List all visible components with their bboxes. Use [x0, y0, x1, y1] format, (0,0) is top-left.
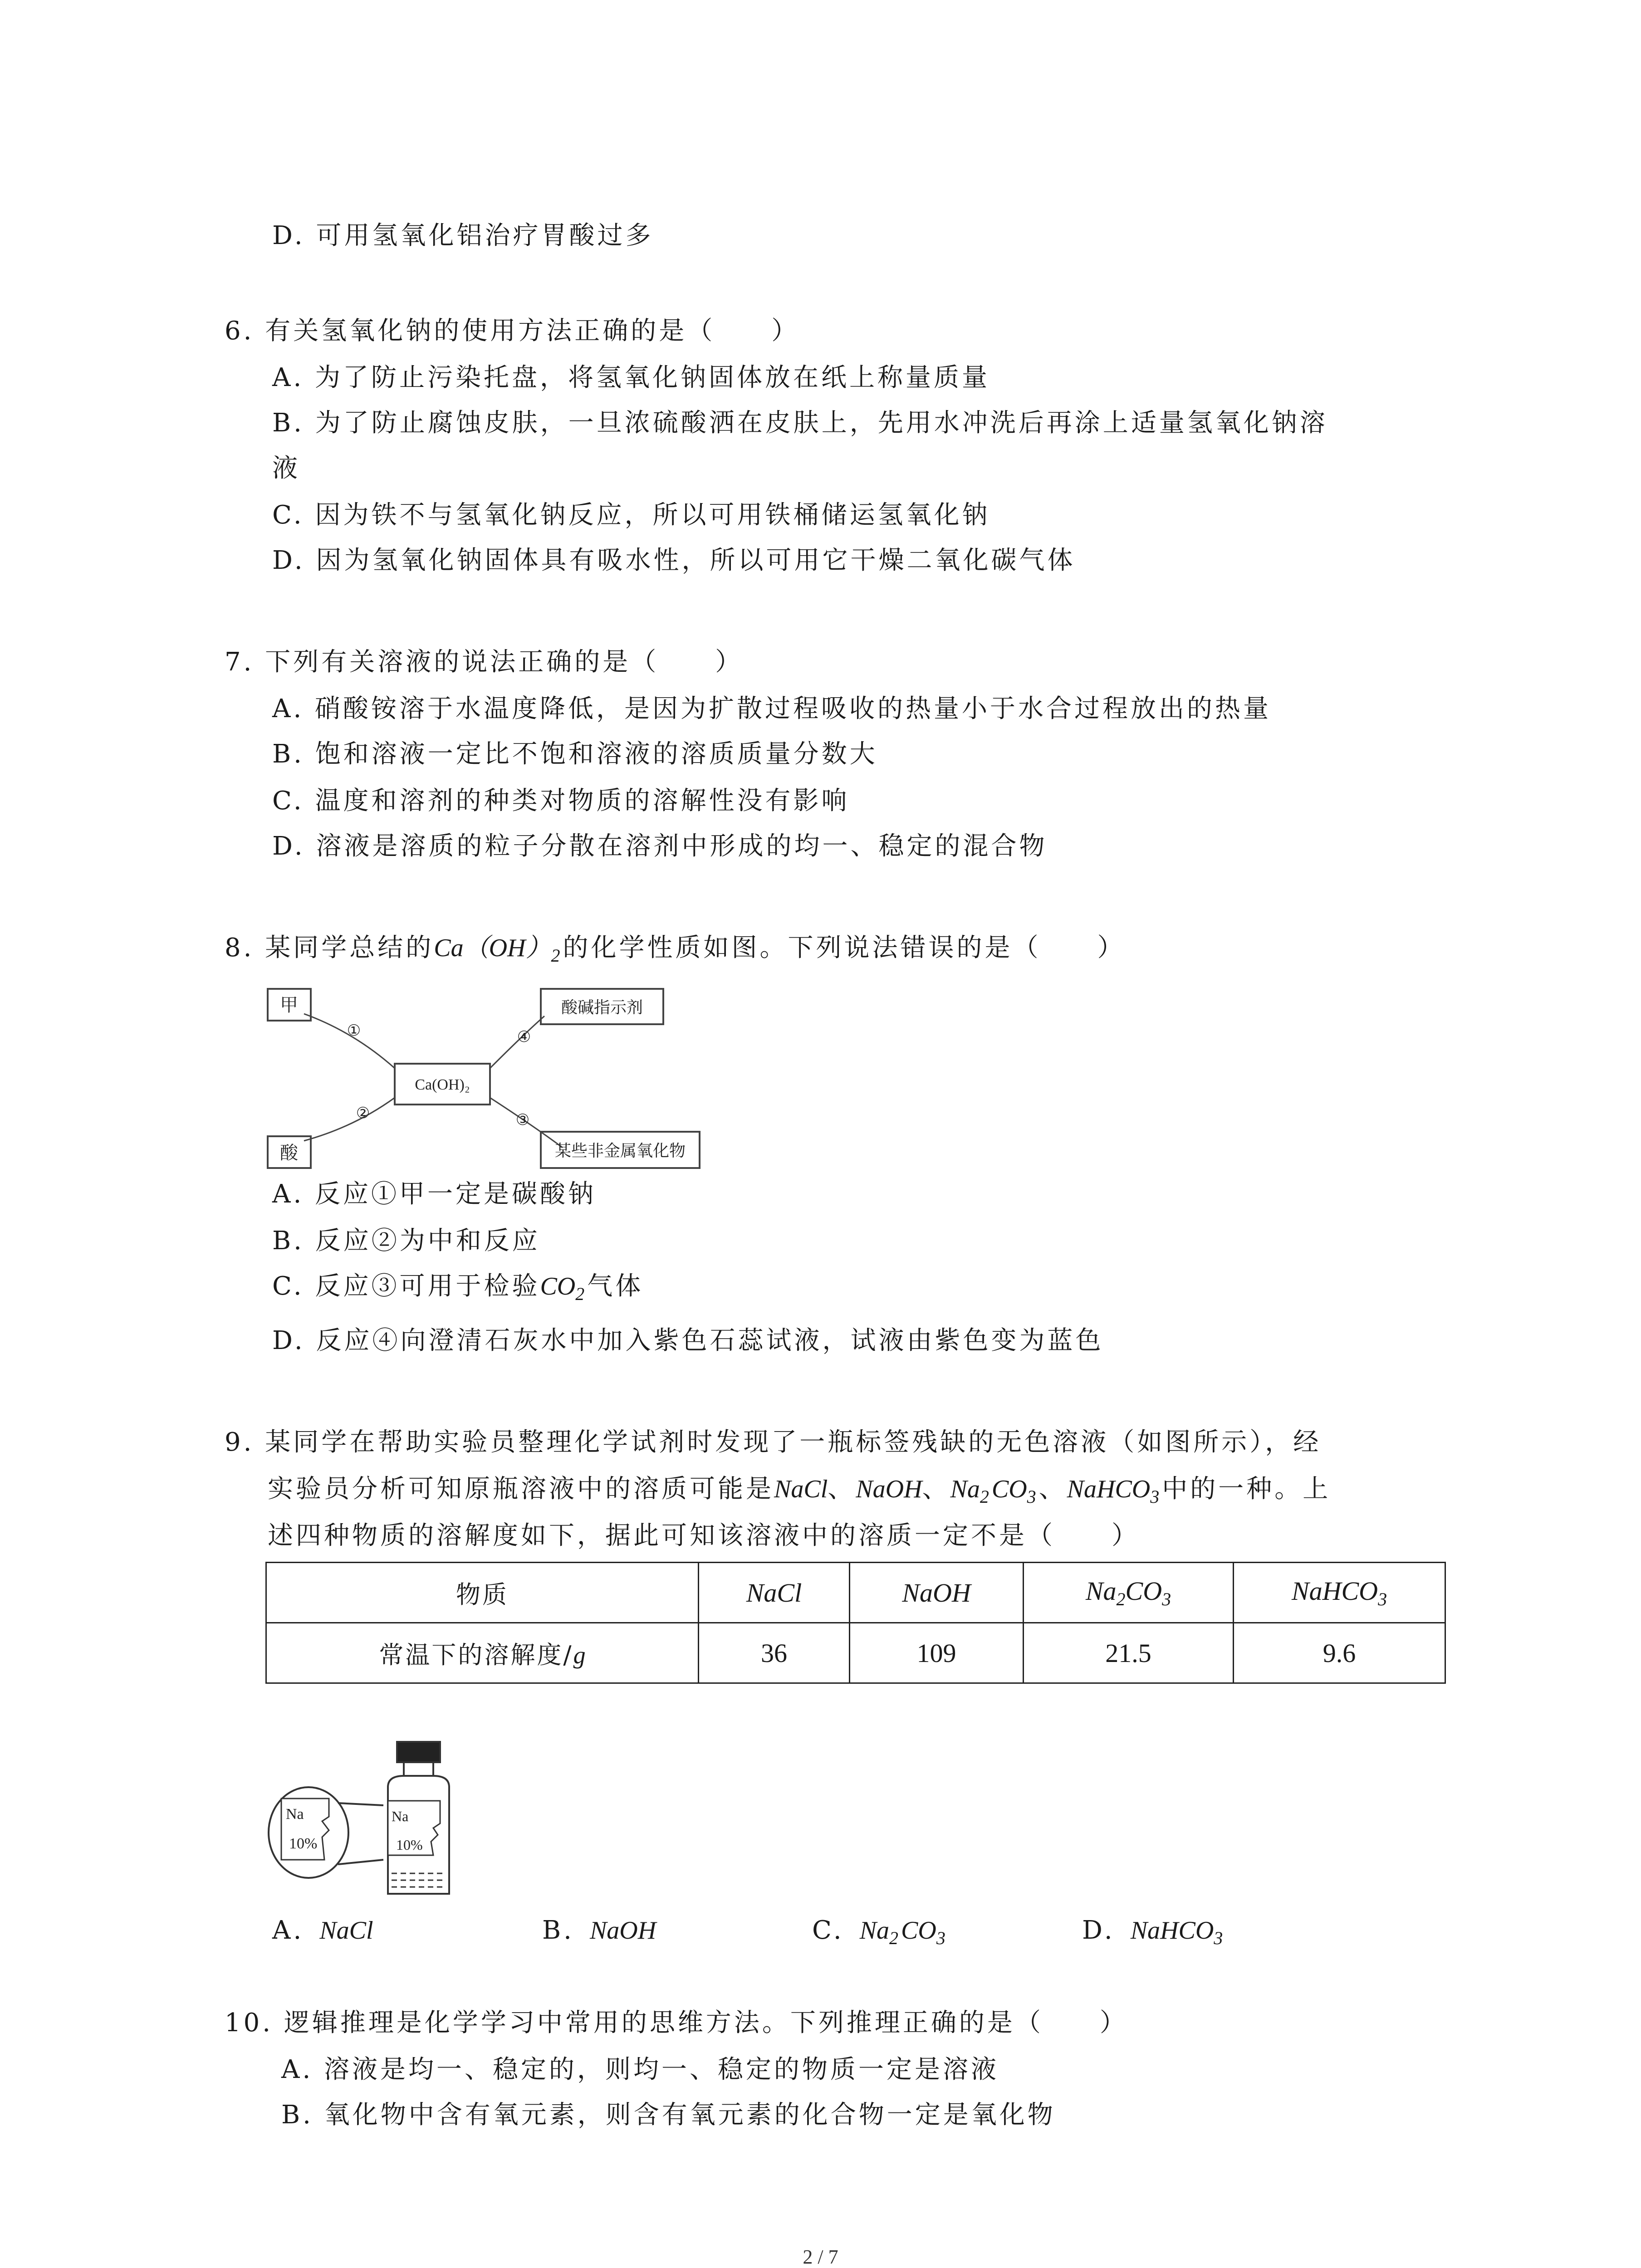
q7-option-c: C. 温度和溶剂的种类对物质的溶解性没有影响 [272, 786, 850, 816]
q9-f3b: 2 [980, 1486, 992, 1507]
q9-sep1: 、 [828, 1474, 856, 1504]
q8-stem [225, 930, 1125, 974]
diagram-indicator: 酸碱指示剂 [561, 998, 643, 1017]
diagram-n2: ② [356, 1104, 370, 1122]
q9-line3: 述四种物质的溶解度如下，据此可知该溶液中的溶质一定不是（ ） [268, 1521, 1140, 1550]
q9-f3a: Na [950, 1475, 980, 1503]
bottle-label-pct: 10% [396, 1837, 423, 1853]
solubility-table [265, 1562, 1446, 1684]
q6-option-d: D. 因为氢氧化钠固体具有吸水性，所以可用它干燥二氧化碳气体 [272, 546, 1076, 575]
table-row [266, 1623, 1445, 1683]
q6-stem: 6. 有关氢氧化钠的使用方法正确的是（ ） [225, 316, 800, 346]
diagram-center: Ca(OH)₂ [415, 1076, 470, 1093]
q6-option-b: B. 为了防止腐蚀皮肤，一旦浓硫酸洒在皮肤上，先用水冲洗后再涂上适量氢氧化钠溶 [272, 408, 1328, 438]
q8-formula: Ca（OH） [434, 934, 551, 962]
table-cell-na2co3: 21.5 [1024, 1623, 1234, 1683]
q6-option-b-cont: 液 [272, 454, 300, 483]
q8-stem-suffix: 的化学性质如图。下列说法错误的是（ ） [563, 933, 1126, 963]
q8-stem-prefix: 8. 某同学总结的 [225, 933, 434, 963]
q9-f3c: CO [991, 1475, 1027, 1503]
q9-f2: NaOH [856, 1475, 922, 1503]
q8-option-c [272, 1268, 643, 1312]
reagent-bottle-figure [265, 1737, 460, 1901]
q10-option-a: A. 溶液是均一、稳定的，则均一、稳定的物质一定是溶液 [281, 2055, 999, 2084]
page-number: 2 / 7 [803, 2246, 838, 2268]
q9-line2-suffix: 中的一种。上 [1162, 1474, 1331, 1504]
table-row-label: 常温下的溶解度/g [266, 1623, 699, 1683]
q10-stem: 10. 逻辑推理是化学学习中常用的思维方法。下列推理正确的是（ ） [225, 2008, 1128, 2038]
table-header-nacl: NaCl [699, 1563, 850, 1623]
table-header-row [266, 1563, 1445, 1623]
q9-line2 [268, 1471, 1331, 1515]
q8-option-a: A. 反应①甲一定是碳酸钠 [272, 1179, 597, 1209]
q9-line1: 9. 某同学在帮助实验员整理化学试剂时发现了一瓶标签残缺的无色溶液（如图所示），经 [225, 1427, 1322, 1457]
q8-option-b: B. 反应②为中和反应 [272, 1226, 540, 1256]
q9-f4a: NaHCO [1067, 1475, 1151, 1503]
table-header-nahco3: NaHCO$_3$ [1234, 1563, 1445, 1623]
table-header-naoh: NaOH [850, 1563, 1024, 1623]
q9-sep2: 、 [922, 1474, 950, 1504]
table-cell-nacl: 36 [699, 1623, 850, 1683]
bottle-label-na: Na [392, 1808, 409, 1824]
q9-f1: NaCl [774, 1475, 828, 1503]
table-cell-naoh: 109 [850, 1623, 1024, 1683]
zoom-label-pct: 10% [289, 1835, 318, 1852]
table-cell-nahco3: 9.6 [1234, 1623, 1445, 1683]
connector-2 [304, 1098, 395, 1141]
diagram-jia: 甲 [280, 995, 298, 1016]
q9-f4b: 3 [1150, 1486, 1162, 1507]
q8-formula-sub: 2 [551, 945, 563, 966]
q9-option-a: A. NaCl [272, 1916, 373, 1945]
q9-option-d: D. NaHCO$_3$ [1082, 1916, 1226, 1948]
q9-option-b: B. NaOH [542, 1916, 656, 1945]
q6-option-a: A. 为了防止污染托盘，将氢氧化钠固体放在纸上称量质量 [272, 363, 990, 392]
q8-option-c-sub: 2 [575, 1284, 588, 1304]
q8-diagram [263, 982, 708, 1173]
diagram-n3: ③ [515, 1111, 530, 1129]
q8-option-d: D. 反应④向澄清石灰水中加入紫色石蕊试液，试液由紫色变为蓝色 [272, 1326, 1104, 1355]
q10-option-b: B. 氧化物中含有氧元素，则含有氧元素的化合物一定是氧化物 [281, 2100, 1056, 2130]
q9-line2-prefix: 实验员分析可知原瓶溶液中的溶质可能是 [268, 1474, 774, 1504]
diagram-n1: ① [347, 1022, 361, 1040]
q6-option-c: C. 因为铁不与氢氧化钠反应，所以可用铁桶储运氢氧化钠 [272, 500, 990, 530]
diagram-suan: 酸 [280, 1143, 298, 1163]
bottle-cap [397, 1742, 440, 1762]
q8-option-c-prefix: C. 反应③可用于检验 [272, 1271, 540, 1301]
q8-option-c-formula: CO [540, 1272, 576, 1300]
q7-option-d: D. 溶液是溶质的粒子分散在溶剂中形成的均一、稳定的混合物 [272, 831, 1048, 861]
table-header-substance: 物质 [266, 1563, 699, 1623]
q7-stem: 7. 下列有关溶液的说法正确的是（ ） [225, 647, 744, 677]
q9-f3d: 3 [1027, 1486, 1039, 1507]
table-header-na2co3: $Na_2CO_3$ [1024, 1563, 1234, 1623]
zoom-label-na: Na [286, 1806, 304, 1823]
prev-option-d: D. 可用氢氧化铝治疗胃酸过多 [272, 221, 654, 250]
diagram-nonmetal: 某些非金属氧化物 [554, 1142, 686, 1160]
diagram-n4: ④ [517, 1028, 531, 1046]
q7-option-a: A. 硝酸铵溶于水温度降低，是因为扩散过程吸收的热量小于水合过程放出的热量 [272, 694, 1272, 723]
q9-option-c: C. $Na_2CO_3$ [812, 1916, 948, 1948]
q9-sep3: 、 [1038, 1474, 1067, 1504]
q8-option-c-suffix: 气体 [587, 1271, 644, 1301]
q7-option-b: B. 饱和溶液一定比不饱和溶液的溶质质量分数大 [272, 739, 878, 769]
